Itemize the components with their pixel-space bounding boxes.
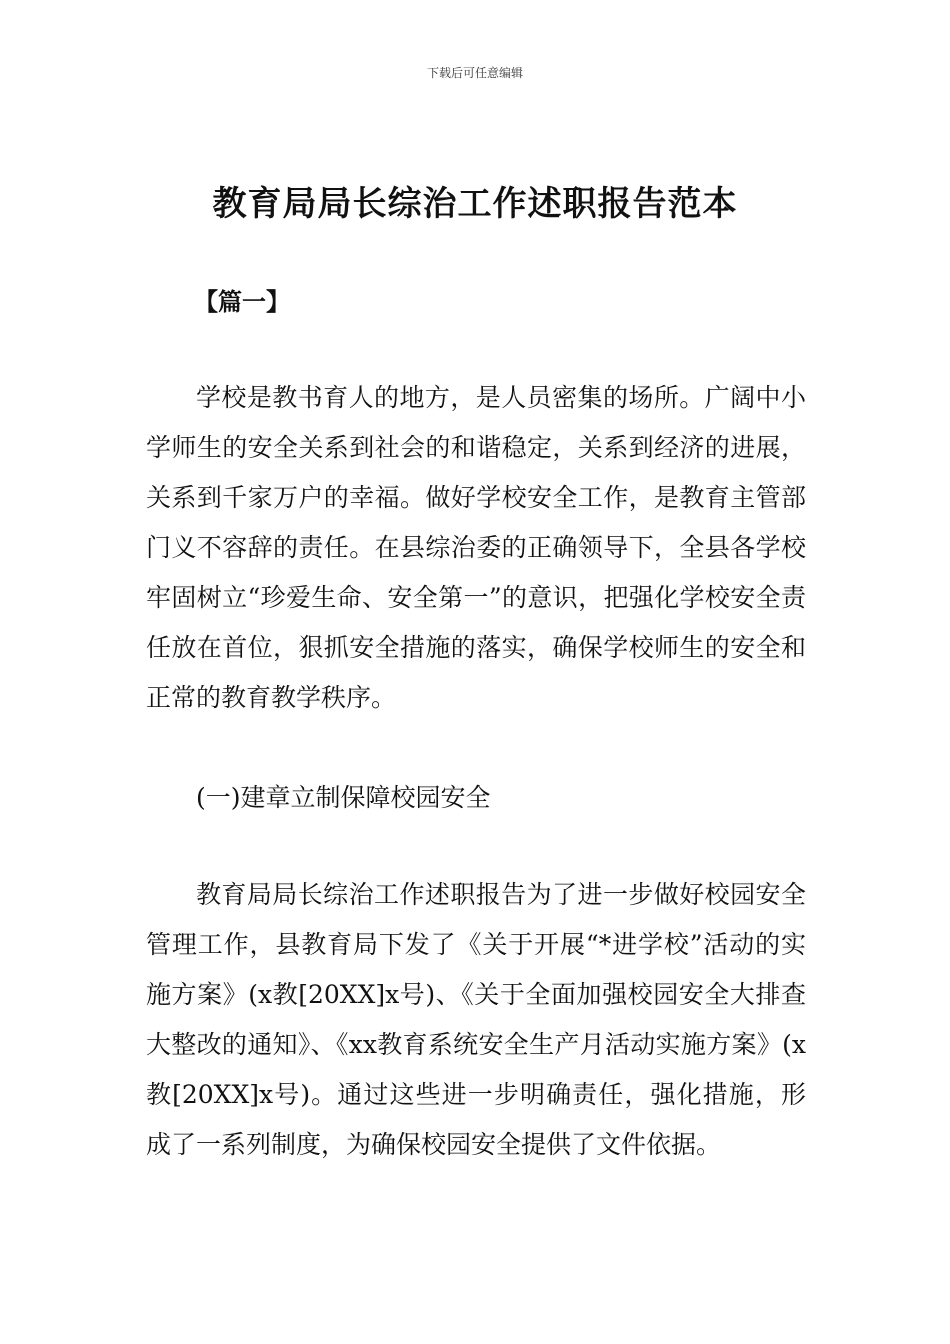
header-note: 下载后可任意编辑 [426, 66, 523, 80]
body-paragraph: 教育局局长综治工作述职报告为了进一步做好校园安全管理工作，县教育局下发了《关于开展“*进学校”活动的实施方案》(x教[20XX]x号)、《关于全面加强校园安全大排查大整改的通知》、《xx教育系统安全生产月活动实施方案》(x教[20XX]x号)。通过这些进一步明确责任，强化措施，形成了一系列制度，为确保校园安全提供了文件依据。 [146, 880, 806, 1159]
section-tag: 【篇一】 [194, 288, 290, 316]
section-subheading: (一)建章立制保障校园安全 [196, 783, 491, 812]
intro-paragraph: 学校是教书育人的地方，是人员密集的场所。广阔中小学师生的安全关系到社会的和谐稳定，关系到经济的进展，关系到千家万户的幸福。做好学校安全工作，是教育主管部门义不容辞的责任。在县综治委的正确领导下，全县各学校牢固树立“珍爱生命、安全第一”的意识，把强化学校安全责任放在首位，狠抓安全措施的落实，确保学校师生的安全和正常的教育教学秩序。 [146, 383, 806, 712]
document-title: 教育局局长综治工作述职报告范本 [212, 184, 738, 224]
